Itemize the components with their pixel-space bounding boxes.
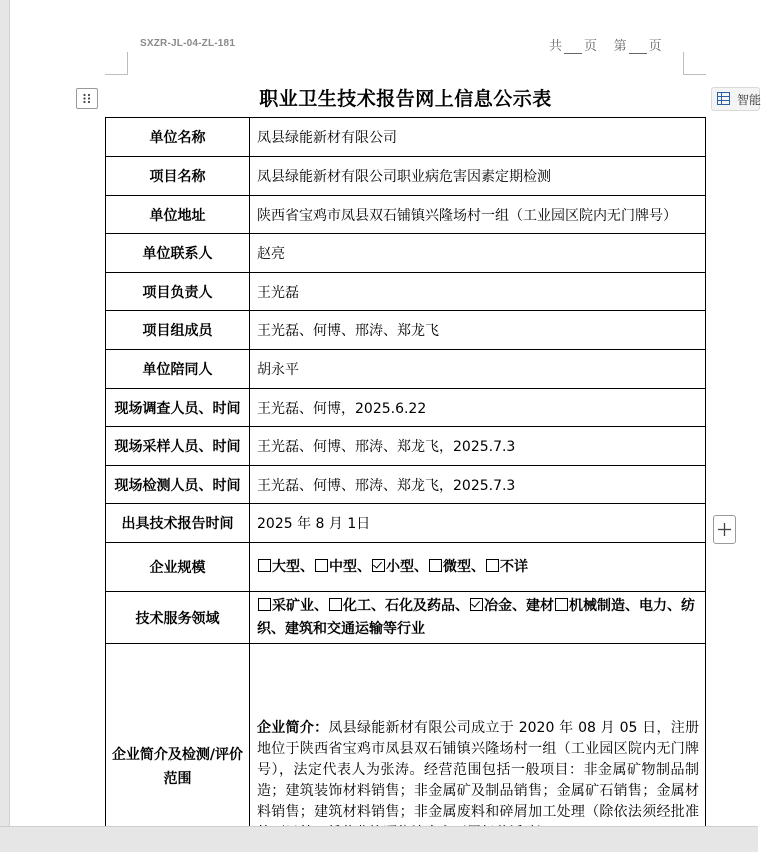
table-row <box>106 427 706 466</box>
row-value: 陕西省宝鸡市凤县双石铺镇兴隆场村一组（工业园区院内无门牌号） <box>250 196 706 234</box>
option-label: 采矿业、 <box>272 597 328 614</box>
page-current-suffix: 页 <box>648 39 662 54</box>
document-code: SXZR-JL-04-ZL-181 <box>140 38 236 49</box>
option-label: 大型、 <box>272 558 314 575</box>
row-label: 单位名称 <box>106 118 250 157</box>
checkbox-machinery[interactable] <box>555 598 568 611</box>
row-value: 王光磊、何博、邢涛、郑龙飞，2025.7.3 <box>250 427 706 466</box>
row-value: 王光磊、何博，2025.6.22 <box>250 389 706 427</box>
row-value: 王光磊 <box>250 273 706 311</box>
row-value: 凤县绿能新材有限公司 <box>250 118 706 157</box>
option-label: 小型、 <box>386 558 428 575</box>
checkbox-large[interactable] <box>258 559 271 572</box>
checkbox-small[interactable] <box>372 559 385 572</box>
page-total-prefix: 共 <box>549 39 563 54</box>
page-current-blank <box>629 41 647 54</box>
row-label: 项目负责人 <box>106 273 250 311</box>
checkbox-medium[interactable] <box>315 559 328 572</box>
row-label: 项目组成员 <box>106 311 250 350</box>
checkbox-unknown[interactable] <box>486 559 499 572</box>
table-row <box>106 466 706 504</box>
table-row <box>106 389 706 427</box>
table-row <box>106 234 706 273</box>
intro-body: 凤县绿能新材有限公司成立于 2020 年 08 月 05 日，注册地位于陕西省宝鸡市凤县双石铺镇兴隆场村一组（工业园区院内无门牌号），法定代表人为张涛。经营范围包括一般项目：非金属矿物制品制造；建筑装饰材料销售；非金属矿及制品销售；金属矿石销售；金属材料销售；建筑材料销售；非金属废料和碎屑加工处理（除依法须经批准 <box>257 720 699 820</box>
row-label: 单位联系人 <box>106 234 250 273</box>
table-row <box>106 644 706 831</box>
intro-heading: 企业简介： <box>257 720 329 736</box>
intro-cell <box>250 644 706 831</box>
row-value: 凤县绿能新材有限公司职业病危害因素定期检测 <box>250 157 706 196</box>
row-label: 企业规模 <box>106 543 250 592</box>
option-label: 机械制造、电力、纺织、建筑和交通运输等行业 <box>257 597 695 637</box>
table-move-handle[interactable] <box>76 88 98 109</box>
row-label: 现场调查人员、时间 <box>106 389 250 427</box>
row-value: 王光磊、何博、邢涛、郑龙飞，2025.7.3 <box>250 466 706 504</box>
row-value: 王光磊、何博、邢涛、郑龙飞 <box>250 311 706 350</box>
row-value: 2025 年 8 月 1日 <box>250 504 706 543</box>
scale-options <box>250 543 706 592</box>
page-title: 职业卫生技术报告网上信息公示表 <box>259 88 552 110</box>
checkbox-chemical[interactable] <box>329 598 342 611</box>
checkbox-metallurgy[interactable] <box>470 598 483 611</box>
option-label: 微型、 <box>443 558 485 575</box>
crop-mark-top-right <box>683 52 706 75</box>
page-counter <box>549 35 662 54</box>
status-bar <box>0 826 758 852</box>
smart-toolbar-label: 智能 <box>737 93 761 107</box>
row-label: 企业简介及检测/评价范围 <box>106 644 250 831</box>
checkbox-mining[interactable] <box>258 598 271 611</box>
row-label: 现场采样人员、时间 <box>106 427 250 466</box>
add-row-button[interactable] <box>713 515 736 544</box>
row-label: 单位地址 <box>106 196 250 234</box>
table-row <box>106 196 706 234</box>
row-label: 出具技术报告时间 <box>106 504 250 543</box>
smart-toolbar-button[interactable] <box>711 87 760 111</box>
left-margin-strip <box>0 0 10 851</box>
option-label: 中型、 <box>329 558 371 575</box>
row-value: 胡永平 <box>250 350 706 389</box>
row-label: 现场检测人员、时间 <box>106 466 250 504</box>
info-table <box>105 117 706 831</box>
row-label: 项目名称 <box>106 157 250 196</box>
row-label: 单位陪同人 <box>106 350 250 389</box>
page-total-blank <box>564 41 582 54</box>
service-options <box>250 592 706 644</box>
table-row <box>106 118 706 157</box>
row-value: 赵亮 <box>250 234 706 273</box>
row-label: 技术服务领域 <box>106 592 250 644</box>
table-row <box>106 350 706 389</box>
option-label: 不详 <box>500 558 528 575</box>
table-row <box>106 592 706 644</box>
table-row <box>106 311 706 350</box>
checkbox-micro[interactable] <box>429 559 442 572</box>
table-row <box>106 273 706 311</box>
table-row <box>106 543 706 592</box>
page-current-prefix: 第 <box>613 39 627 54</box>
page-total-suffix: 页 <box>584 39 598 54</box>
option-label: 冶金、建材 <box>484 597 554 614</box>
table-row <box>106 157 706 196</box>
option-label: 化工、石化及药品、 <box>343 597 469 614</box>
table-row <box>106 504 706 543</box>
crop-mark-top-left <box>105 52 128 75</box>
